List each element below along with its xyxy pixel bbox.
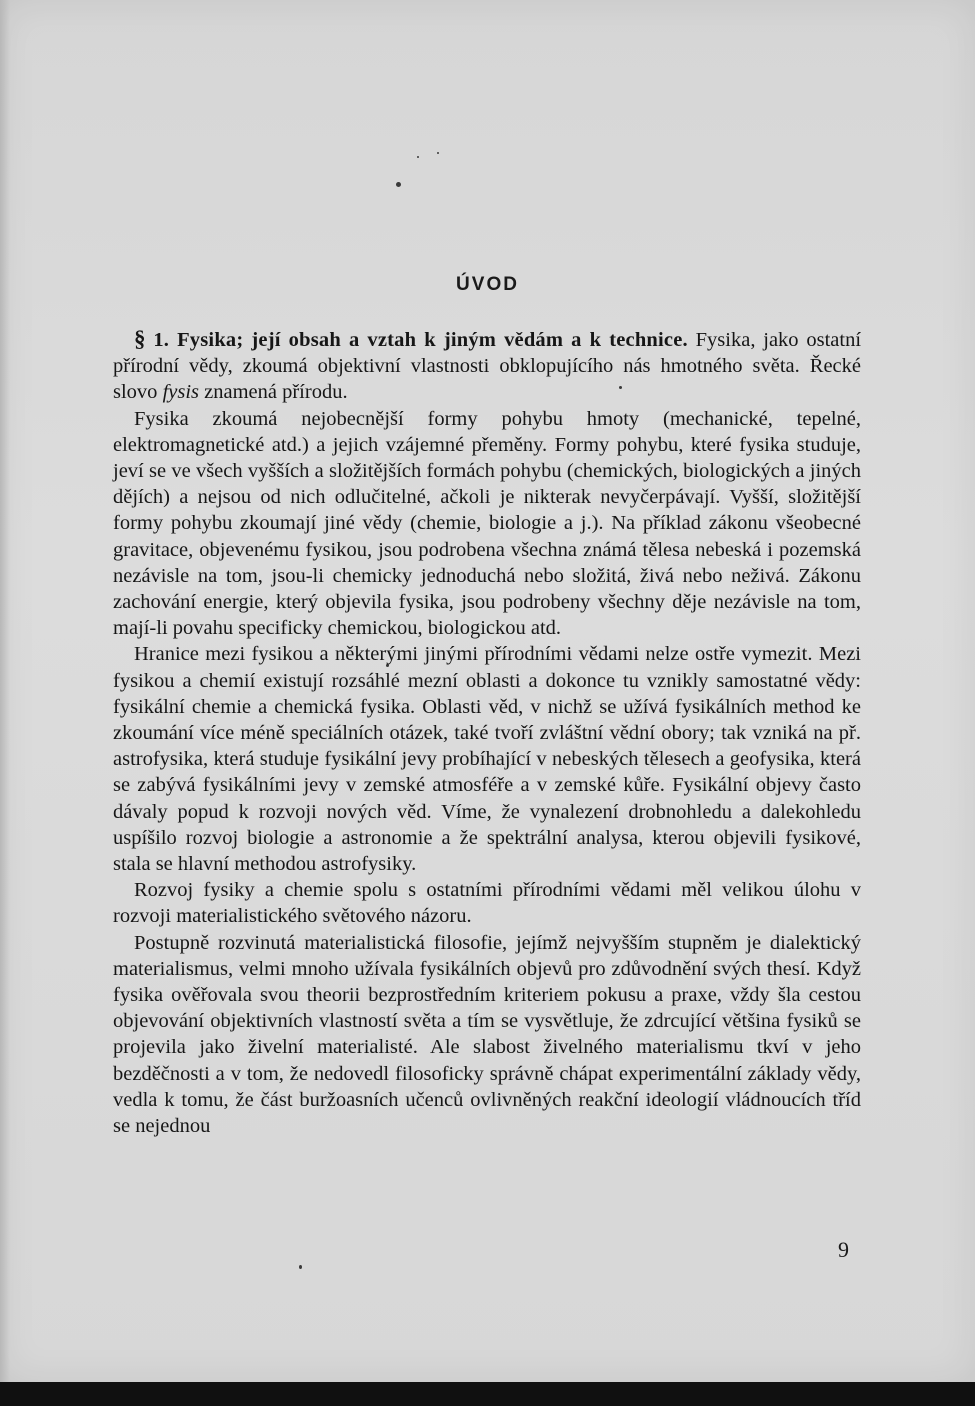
print-speck (437, 152, 439, 154)
print-speck (417, 156, 419, 158)
paragraph: Rozvoj fysiky a chemie spolu s ostatními přírodními vědami měl velikou úlohu v rozvoji materialistického světového názoru. (113, 879, 861, 928)
paragraph: Fysika zkoumá nejobecnější formy pohybu hmoty (mechanické, tepelné, elektromagnetické atd.) a jejich vzájemné přeměny. Formy pohybu, které fysika studuje, jeví se ve všech vyšších a složitějších formách pohybu (chemických, biologických a jiných dějích) a nejsou od nich odlučitelné, ačkoli je nikterak nevyčerpávají. Vyšší, složitější formy pohybu zkoumají jiné vědy (chemie, biologie a j.). Na příklad zákonu všeobecné gravitace, objevenému fysikou, jsou podrobena všechna známá tělesa nebeská i pozemská nezávisle na tom, jsou-li chemicky jednoduchá nebo složitá, živá nebo neživá. Zákonu zachování energie, který objevila fysika, jsou podrobeny všechny děje nezávisle na tom, mají-li povahu specificky chemickou, biologickou atd. (113, 407, 861, 640)
chapter-heading: ÚVOD (456, 274, 519, 295)
print-speck (396, 182, 401, 187)
paragraph: Postupně rozvinutá materialistická filosofie, jejímž nejvyšším stupněm je dialektický materialismus, velmi mnoho užívala fysikálních objevů pro zdůvodnění svých thesí. Když fysika ověřovala svou theorii bezprostředním kriteriem pokusu a praxe, vždy šla cestou objevování objektivních vlastností světa a tím se vysvětluje, že zdrcující většina fysiků se projevila jako živelní materialisté. Ale slabost živelného materialismu tkví v jeho bezděčnosti a v tom, že nedovedl filosoficky správně chápat experimentální základy vědy, vedla k tomu, že část buržoasních učenců ovlivněných reakční ideologií vládnoucích tříd se nejednou (113, 931, 861, 1138)
page-number: 9 (838, 1237, 849, 1262)
section-lead-text: Fysika, jako ostatní přírodní vědy, zkoumá objektivní vlastnosti obklopujícího nás hmotného světa. Řecké slovo (113, 329, 862, 404)
section-paragraph (113, 326, 861, 406)
print-speck (299, 1265, 302, 1269)
paragraph: Hranice mezi fysikou a některými jinými přírodními vědami nelze ostře vymezit. Mezi fysikou a chemií existují rozsáhlé mezní oblasti a dokonce tu vznikly samostatné vědy: fysikální chemie a chemická fysika. Oblasti věd, v nichž se užívá fysikálních method ke zkoumání více méně speciálních otázek, také tvoří zvláštní vědní obory; tak vzniká na př. astrofysika, která studuje fysikální jevy probíhající v nebeských tělesech a geofysika, která se zabývá fysikálními jevy v zemské atmosféře a v zemské kůře. Fysikální objevy často dávaly popud k rozvoji nových věd. Víme, že vynalezení drobnohledu a dalekohledu uspíšilo rozvoj biologie a astronomie a že spektrální analysa, kterou objevili fysikové, stala se hlavní methodou astrofysiky. (113, 643, 861, 876)
section-lead-tail: znamená přírodu. (199, 381, 348, 404)
section-mark: § (134, 326, 146, 351)
scan-bottom-border (0, 1382, 975, 1406)
section-italic-word: fysis (162, 381, 200, 404)
body-text (113, 326, 861, 1139)
section-title: 1. Fysika; její obsah a vztah k jiným vědám a k technice. (153, 329, 688, 351)
